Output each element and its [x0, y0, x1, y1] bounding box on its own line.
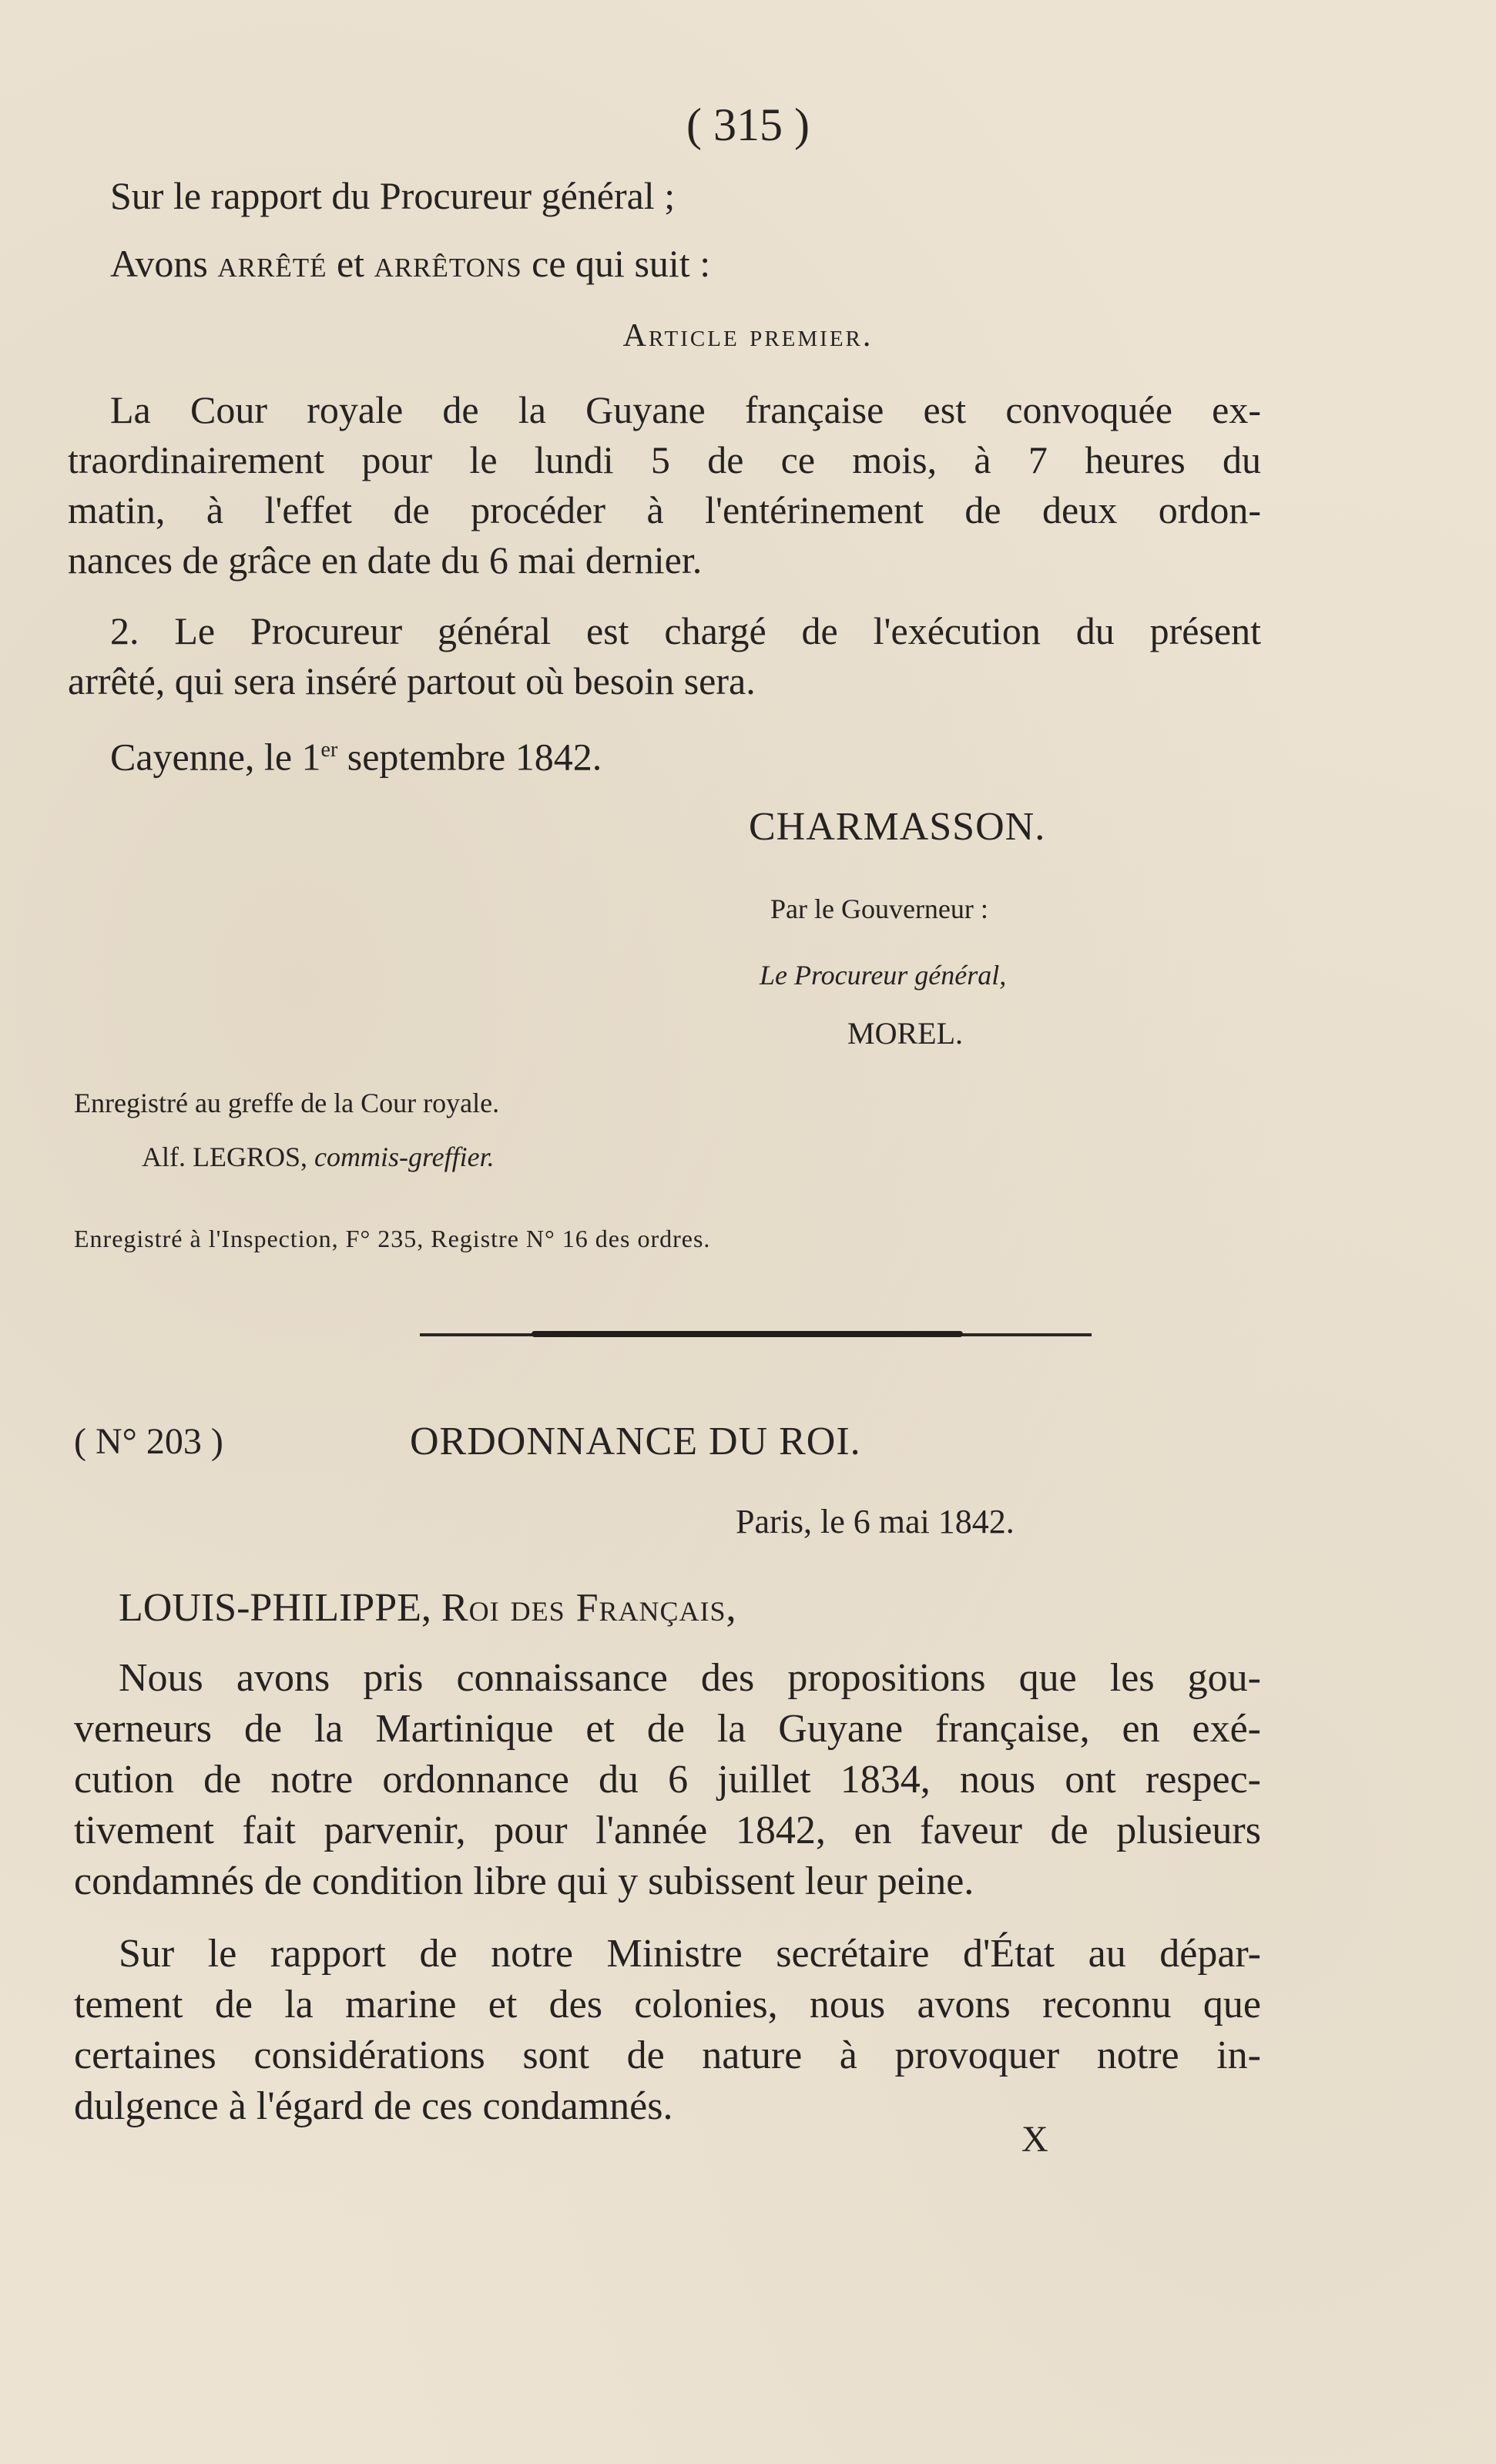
- ord-para1-line: cution de notre ordonnance du 6 juillet 1834, nous ont respec-: [74, 1758, 1261, 1802]
- ordonnance-title: ORDONNANCE DU ROI.: [410, 1420, 861, 1463]
- clerk-signature: [142, 1132, 495, 1182]
- section-divider-thick: [532, 1331, 963, 1337]
- registered-inspection: Enregistré à l'Inspection, F° 235, Registre N° 16 des ordres.: [74, 1225, 711, 1252]
- decree-date: [110, 726, 602, 782]
- para2-line: arrêté, qui sera inséré partout où besoin sera.: [68, 659, 756, 702]
- ord-para2-line: Sur le rapport de notre Ministre secrétaire d'État au dépar-: [119, 1932, 1261, 1976]
- par-le-gouverneur: Par le Gouverneur :: [770, 893, 988, 924]
- ord-para2-line: certaines considérations sont de nature à provoquer notre in-: [74, 2033, 1261, 2077]
- para1-line: matin, à l'effet de procéder à l'entérinement de deux ordon-: [68, 488, 1261, 531]
- ordonnance-place-date: Paris, le 6 mai 1842.: [736, 1503, 1015, 1540]
- para1-line: nances de grâce en date du 6 mai dernier.: [68, 538, 703, 582]
- intro-text: Avons: [110, 242, 218, 285]
- para2-line: 2. Le Procureur général est chargé de l'exécution du présent: [110, 609, 1261, 652]
- article-heading: Article premier.: [622, 318, 874, 354]
- ord-para1-line: verneurs de la Martinique et de la Guyane française, en exé-: [74, 1707, 1261, 1751]
- signature-charmasson: CHARMASSON.: [749, 805, 1046, 849]
- ord-para1-line: condamnés de condition libre qui y subissent leur peine.: [74, 1859, 974, 1903]
- para1-line: traordinairement pour le lundi 5 de ce mois, à 7 heures du: [68, 438, 1261, 481]
- clerk-name: Alf. LEGROS,: [142, 1141, 307, 1172]
- ord-para2-line: dulgence à l'égard de ces condamnés.: [74, 2084, 673, 2128]
- arrete-word: arrêté: [217, 242, 327, 285]
- date-text: septembre 1842.: [337, 735, 602, 779]
- ord-para2-line: tement de la marine et des colonies, nous avons reconnu que: [74, 1983, 1261, 2027]
- date-superscript: er: [320, 738, 338, 762]
- king-style: Roi des Français,: [441, 1586, 737, 1630]
- ord-para1-line: tivement fait parvenir, pour l'année 1842, en faveur de plusieurs: [74, 1809, 1261, 1852]
- date-text: Cayenne, le 1: [110, 735, 321, 779]
- registered-greffe: Enregistré au greffe de la Cour royale.: [74, 1088, 500, 1118]
- king-title: [119, 1584, 737, 1633]
- king-name: LOUIS-PHILIPPE,: [119, 1586, 441, 1630]
- intro-line-1: Sur le rapport du Procureur général ;: [110, 174, 676, 217]
- clerk-title: commis-greffier.: [307, 1141, 495, 1172]
- procureur-name: MOREL.: [847, 1016, 963, 1051]
- intro-text: et: [327, 242, 374, 285]
- para1-line: La Cour royale de la Guyane française est convoquée ex-: [110, 388, 1261, 431]
- catchword: X: [1021, 2119, 1048, 2160]
- ord-para1-line: Nous avons pris connaissance des propositions que les gou-: [119, 1656, 1261, 1700]
- arretons-word: arrêtons: [374, 242, 522, 285]
- procureur-title: Le Procureur général,: [760, 960, 1007, 991]
- intro-text: ce qui suit :: [522, 242, 711, 285]
- page-number: ( 315 ): [686, 99, 810, 150]
- intro-line-2: [110, 239, 710, 288]
- ordonnance-number: ( N° 203 ): [74, 1421, 223, 1462]
